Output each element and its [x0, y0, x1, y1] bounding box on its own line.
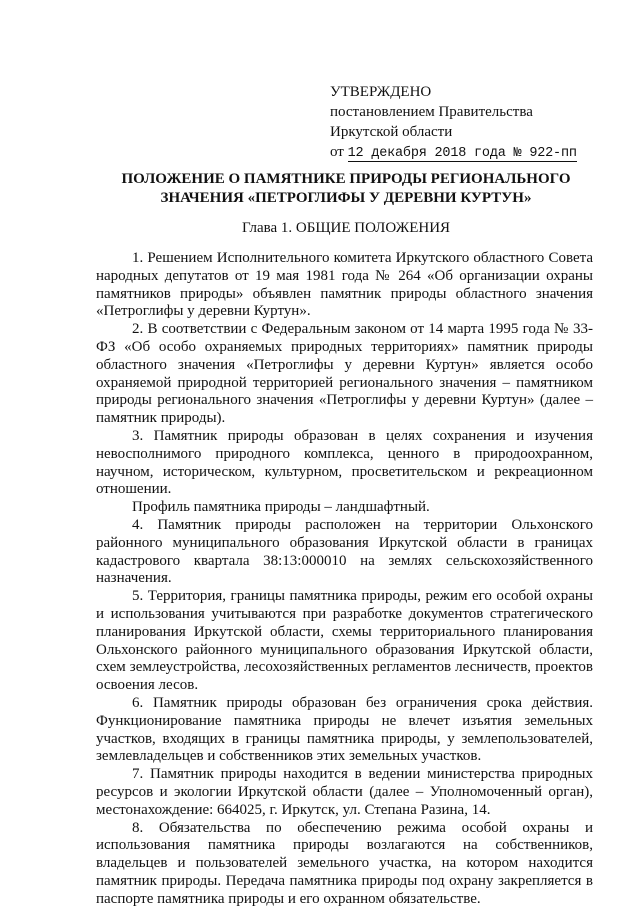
approval-decree-line — [330, 142, 620, 164]
paragraph-4: 4. Памятник природы расположен на территории Ольхонского районного муниципального образования Иркутской области в границах кадастрового квартала 38:13:000010 на землях сельскохозяйственного назначения. — [96, 517, 593, 588]
document-title-line-2: ЗНАЧЕНИЯ «ПЕТРОГЛИФЫ У ДЕРЕВНИ КУРТУН» — [96, 189, 596, 208]
approval-heading: УТВЕРЖДЕНО — [330, 82, 620, 102]
paragraph-1: 1. Решением Исполнительного комитета Иркутского областного Совета народных депутатов от 19 мая 1981 года № 264 «Об организации охраны памятников природы» объявлен памятник природы областного значения «Петроглифы у деревни Куртун». — [96, 250, 593, 321]
approval-from-label: от — [330, 144, 344, 160]
paragraph-profile: Профиль памятника природы – ландшафтный. — [96, 499, 593, 517]
paragraph-5: 5. Территория, границы памятника природы, режим его особой охраны и использования учитываются при разработке документов стратегического планирования Иркутской области, схемы территориального планирования Ольхонского районного муниципального образования Иркутской области, схем землеустройства, лесохозяйственных регламентов лесничеств, проектов освоения лесов. — [96, 588, 593, 695]
approval-stamp — [330, 82, 620, 164]
approval-decree-number: 12 декабря 2018 года № 922-пп — [348, 146, 577, 162]
chapter-heading: Глава 1. ОБЩИЕ ПОЛОЖЕНИЯ — [96, 218, 596, 238]
paragraph-3: 3. Памятник природы образован в целях сохранения и изучения невосполнимого природного комплекса, ценного в природоохранном, научном, историческом, культурном, просветительском и рекреационном отношении. — [96, 428, 593, 499]
paragraph-8: 8. Обязательства по обеспечению режима особой охраны и использования памятника природы возлагаются на собственников, владельцев и пользователей земельного участка, на котором находится памятник природы. Передача памятника природы под охрану закрепляется в паспорте памятника природы и его охранном обязательстве. — [96, 820, 593, 908]
document-title-line-1: ПОЛОЖЕНИЕ О ПАМЯТНИКЕ ПРИРОДЫ РЕГИОНАЛЬНОГО — [96, 170, 596, 189]
approval-authority: постановлением Правительства — [330, 102, 620, 122]
paragraph-7: 7. Памятник природы находится в ведении министерства природных ресурсов и экологии Иркутской области (далее – Уполномоченный орган), местонахождение: 664025, г. Иркутск, ул. Степана Разина, 14. — [96, 766, 593, 819]
document-body — [96, 250, 593, 908]
paragraph-6: 6. Памятник природы образован без ограничения срока действия. Функционирование памятника природы не влечет изъятия земельных участков, входящих в границы памятника природы, у землепользователей, землевладельцев и собственников этих земельных участков. — [96, 695, 593, 766]
approval-region: Иркутской области — [330, 122, 620, 142]
document-title — [96, 170, 596, 208]
paragraph-2: 2. В соответствии с Федеральным законом от 14 марта 1995 года № 33-ФЗ «Об особо охраняемых природных территориях» памятник природы областного значения «Петроглифы у деревни Куртун» является особо охраняемой природной территорией регионального значения – памятником природы регионального значения «Петроглифы у деревни Куртун» (далее – памятник природы). — [96, 321, 593, 428]
